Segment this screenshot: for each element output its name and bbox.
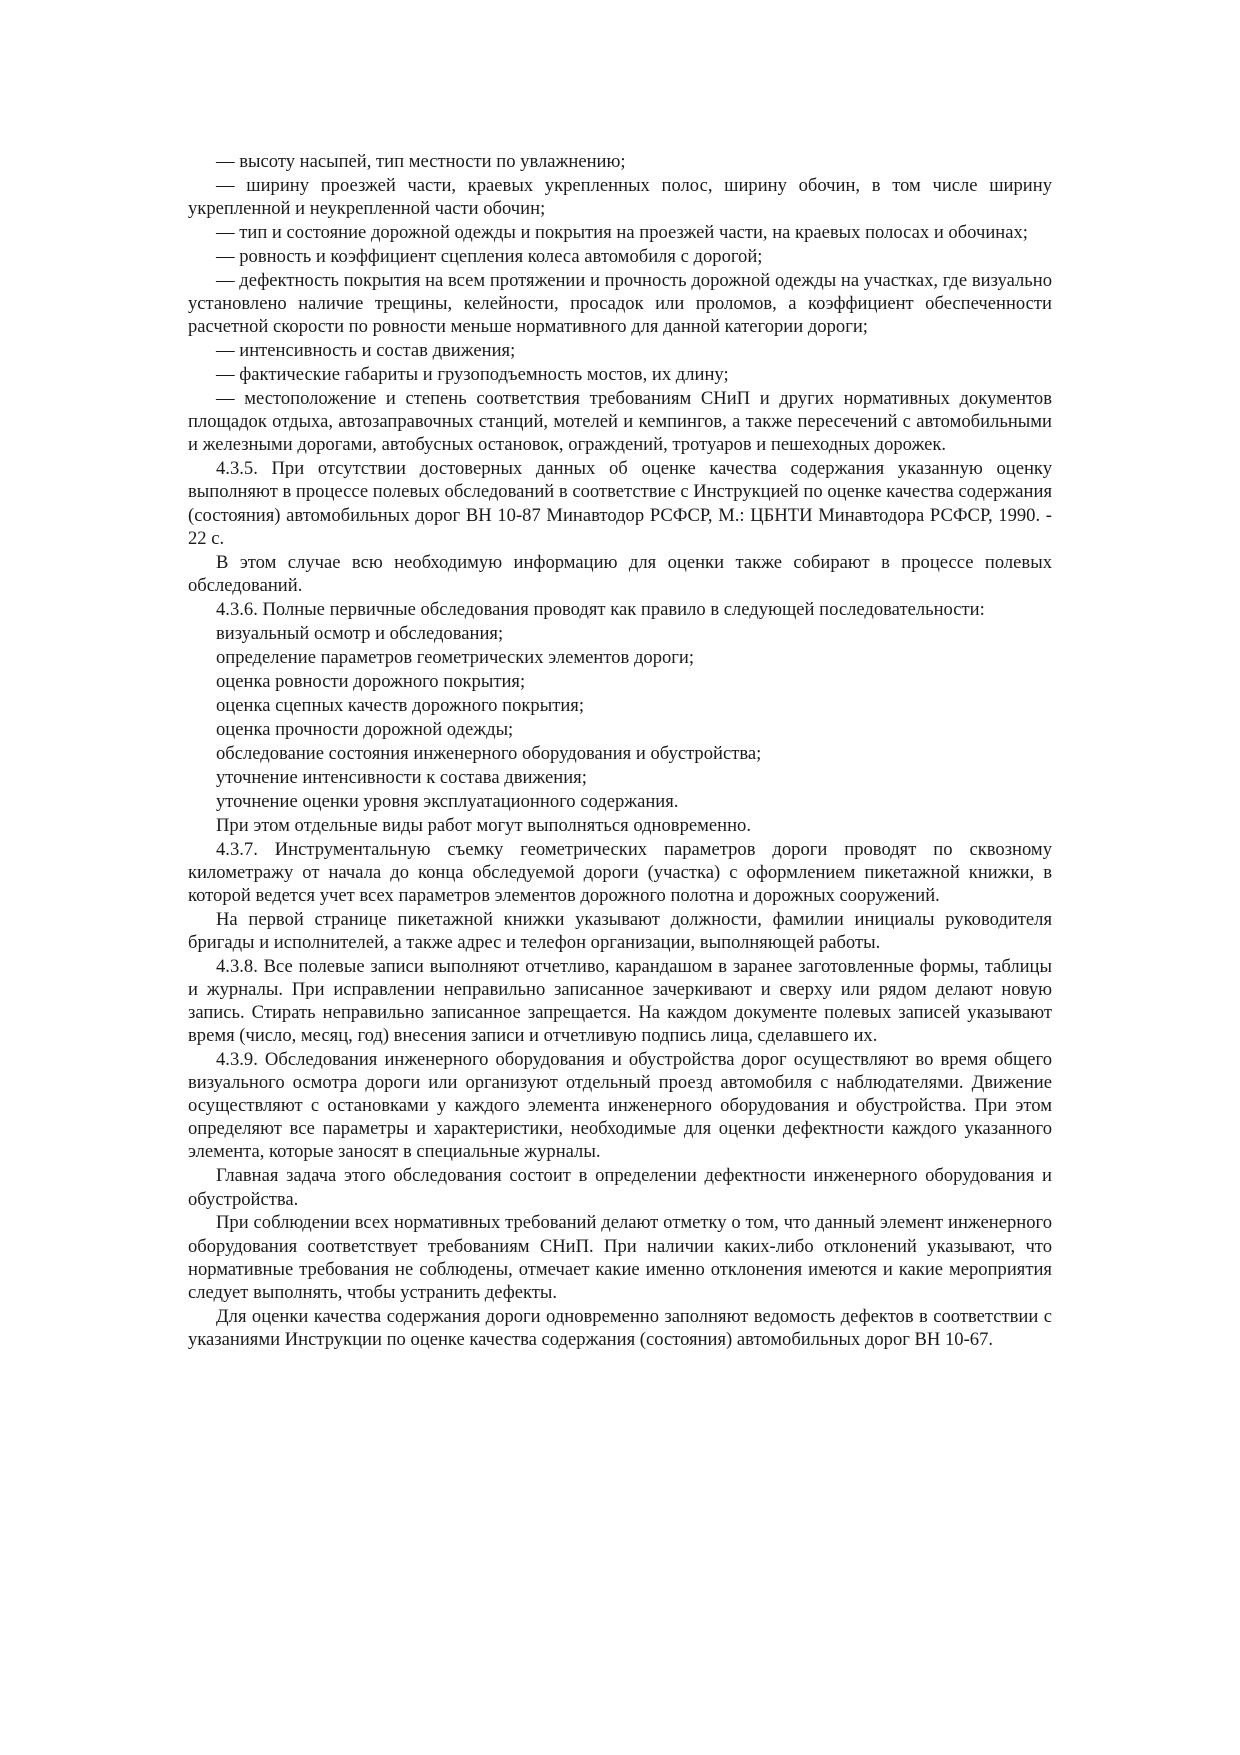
paragraph: В этом случае всю необходимую информацию для оценки также собирают в процессе полевых обследований. bbox=[188, 551, 1052, 596]
paragraph: На первой странице пикетажной книжки указывают должности, фамилии инициалы руководителя бригады и исполнителей, а также адрес и телефон организации, выполняющей работы. bbox=[188, 908, 1052, 953]
paragraph: 4.3.6. Полные первичные обследования проводят как правило в следующей последовательности: bbox=[216, 598, 985, 620]
paragraph: При этом отдельные виды работ могут выполняться одновременно. bbox=[216, 814, 751, 836]
list-item: оценка сцепных качеств дорожного покрытия; bbox=[216, 694, 584, 716]
paragraph: 4.3.9. Обследования инженерного оборудования и обустройства дорог осуществляют во время общего визуального осмотра дороги или организуют отдельный проезд автомобиля с наблюдателями. Движение осуществляют с остановками у каждого элемента инженерного оборудования и обустройства. При этом определяют все параметры и характеристики, необходимые для оценки дефектности каждого указанного элемента, которые заносят в специальные журналы. bbox=[188, 1049, 1052, 1163]
paragraph: — местоположение и степень соответствия требованиям СНиП и других нормативных документов площадок отдыха, автозаправочных станций, мотелей и кемпингов, а также пересечений с автомобильными и железными дорогами, автобусных остановок, ограждений, тротуаров и пешеходных дорожек. bbox=[188, 388, 1052, 456]
paragraph: Для оценки качества содержания дороги одновременно заполняют ведомость дефектов в соответствии с указаниями Инструкции по оценке качества содержания (состояния) автомобильных дорог ВН 10-67. bbox=[188, 1305, 1052, 1350]
paragraph: 4.3.7. Инструментальную съемку геометрических параметров дороги проводят по сквозному километражу от начала до конца обследуемой дороги (участка) с оформлением пикетажной книжки, в которой ведется учет всех параметров элементов дорожного полотна и дорожных сооружений. bbox=[188, 838, 1052, 906]
paragraph: — дефектность покрытия на всем протяжении и прочность дорожной одежды на участках, где визуально установлено наличие трещины, келейности, просадок или проломов, а коэффициент обеспеченности расчетной скорости по ровности меньше нормативного для данной категории дороги; bbox=[188, 270, 1052, 338]
list-item: обследование состояния инженерного оборудования и обустройства; bbox=[216, 742, 762, 764]
list-item: уточнение оценки уровня эксплуатационного содержания. bbox=[216, 790, 679, 812]
paragraph: — интенсивность и состав движения; bbox=[216, 340, 516, 362]
document-page bbox=[188, 150, 1052, 1352]
list-item: визуальный осмотр и обследования; bbox=[216, 622, 504, 644]
paragraph: 4.3.8. Все полевые записи выполняют отчетливо, карандашом в заранее заготовленные формы, таблицы и журналы. При исправлении неправильно записанное зачеркивают и сверху или рядом делают новую запись. Стирать неправильно записанное запрещается. На каждом документе полевых записей указывают время (число, месяц, год) внесения записи и отчетливую подпись лица, сделавшего их. bbox=[188, 955, 1052, 1047]
paragraph: Главная задача этого обследования состоит в определении дефектности инженерного оборудования и обустройства. bbox=[188, 1165, 1052, 1210]
list-item: оценка прочности дорожной одежды; bbox=[216, 718, 514, 740]
paragraph: — ширину проезжей части, краевых укрепленных полос, ширину обочин, в том числе ширину укрепленной и неукрепленной части обочин; bbox=[188, 174, 1052, 220]
paragraph: При соблюдении всех нормативных требований делают отметку о том, что данный элемент инженерного оборудования соответствует требованиям СНиП. При наличии каких-либо отклонений указывают, что нормативные требования не соблюдены, отмечает какие именно отклонения имеются и какие мероприятия следует выполнять, чтобы устранить дефекты. bbox=[188, 1212, 1052, 1303]
paragraph: 4.3.5. При отсутствии достоверных данных об оценке качества содержания указанную оценку выполняют в процессе полевых обследований в соответствие с Инструкцией по оценке качества содержания (состояния) автомобильных дорог ВН 10-87 Минавтодор РСФСР, М.: ЦБНТИ Минавтодора РСФСР, 1990. - 22 с. bbox=[188, 458, 1052, 549]
paragraph: — ровность и коэффициент сцепления колеса автомобиля с дорогой; bbox=[216, 246, 763, 268]
paragraph: — фактические габариты и грузоподъемность мостов, их длину; bbox=[216, 364, 729, 386]
list-item: оценка ровности дорожного покрытия; bbox=[216, 670, 526, 692]
list-item: уточнение интенсивности к состава движения; bbox=[216, 766, 587, 788]
paragraph: — высоту насыпей, тип местности по увлажнению; bbox=[216, 151, 626, 172]
list-item: определение параметров геометрических элементов дороги; bbox=[216, 646, 695, 668]
paragraph: — тип и состояние дорожной одежды и покрытия на проезжей части, на краевых полосах и обочинах; bbox=[216, 222, 1028, 244]
